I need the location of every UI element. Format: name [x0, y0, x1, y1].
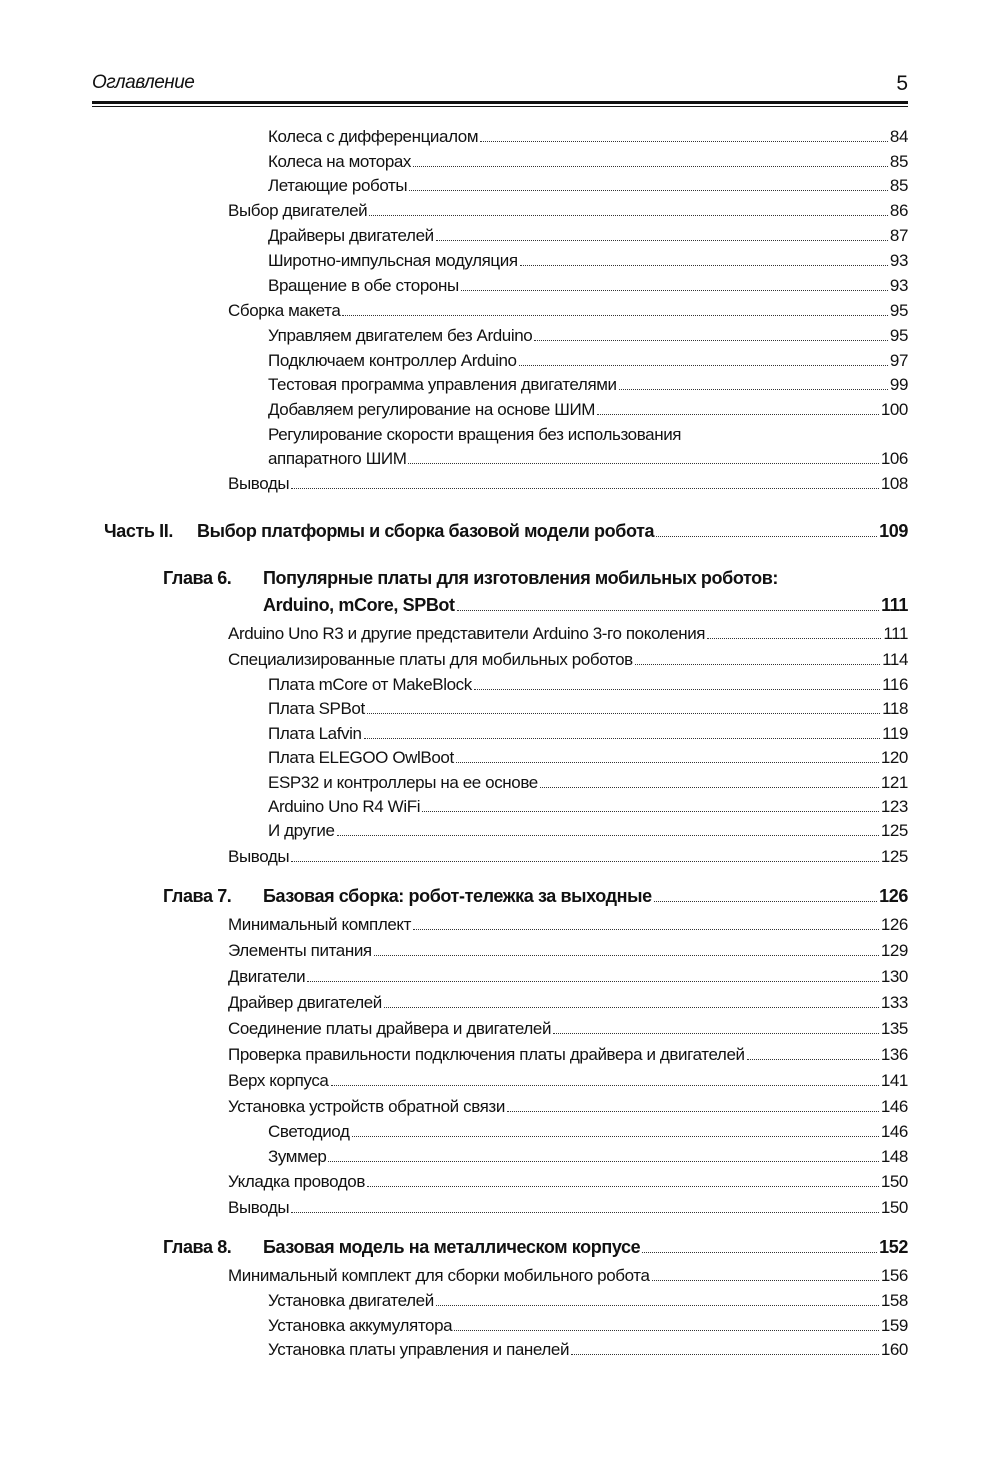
entry-title: Колеса с дифференциалом — [268, 127, 479, 146]
toc-entry — [268, 747, 908, 769]
toc-entry — [263, 594, 908, 616]
toc-entry — [228, 1096, 908, 1118]
leader-dots — [619, 389, 888, 390]
leader-dots — [461, 290, 888, 291]
entry-title: Плата SPBot — [268, 699, 365, 718]
leader-dots — [654, 901, 877, 902]
leader-dots — [747, 1059, 879, 1060]
leader-dots — [540, 787, 879, 788]
entry-title: Плата ELEGOO OwlBoot — [268, 748, 454, 767]
entry-page: 160 — [880, 1340, 908, 1359]
entry-page: 93 — [889, 251, 908, 270]
toc-entry — [228, 1171, 908, 1193]
toc-entry — [268, 698, 908, 720]
entry-title: Драйвер двигателей — [228, 993, 382, 1012]
entry-page: 125 — [880, 847, 908, 866]
entry-page: 109 — [879, 521, 908, 541]
entry-title: Выводы — [228, 847, 290, 866]
entry-title: Минимальный комплект — [228, 915, 412, 934]
entry-title: Вращение в обе стороны — [268, 276, 459, 295]
leader-dots — [413, 166, 888, 167]
entry-page: 85 — [889, 176, 908, 195]
leader-dots — [436, 1305, 879, 1306]
toc-entry — [268, 1146, 908, 1168]
entry-page: 135 — [880, 1019, 908, 1038]
toc-entry — [228, 623, 908, 645]
entry-page: 123 — [880, 797, 908, 816]
entry-page: 97 — [889, 351, 908, 370]
entry-page: 141 — [880, 1071, 908, 1090]
entry-title: Установка двигателей — [268, 1291, 434, 1310]
entry-title: Выбор двигателей — [228, 201, 368, 220]
entry-page: 119 — [882, 724, 908, 743]
leader-dots — [337, 835, 879, 836]
leader-dots — [436, 240, 888, 241]
leader-dots — [534, 340, 888, 341]
leader-dots — [307, 981, 879, 982]
toc-entry — [268, 723, 908, 745]
toc-entry — [263, 1236, 908, 1258]
toc-entry — [228, 846, 908, 868]
leader-dots — [457, 610, 880, 611]
toc-entry — [228, 200, 908, 222]
entry-title: Установка аккумулятора — [268, 1316, 453, 1335]
entry-page: 159 — [880, 1316, 908, 1335]
entry-page: 146 — [880, 1122, 908, 1141]
entry-title: И другие — [268, 821, 335, 840]
toc-entry — [268, 275, 908, 297]
toc-entry — [268, 225, 908, 247]
entry-title: Зуммер — [268, 1147, 327, 1166]
entry-page: 148 — [880, 1147, 908, 1166]
header-rule-thin — [92, 106, 908, 107]
page-number: 5 — [896, 72, 908, 95]
entry-label: Глава 7. — [163, 886, 232, 906]
leader-dots — [374, 955, 879, 956]
toc-entry — [197, 520, 908, 542]
entry-title: Колеса на моторах — [268, 152, 412, 171]
leader-dots — [369, 215, 888, 216]
entry-title: Добавляем регулирование на основе ШИМ — [268, 400, 596, 419]
entry-title: Плата Lafvin — [268, 724, 362, 743]
leader-dots — [652, 1280, 879, 1281]
toc-entry — [228, 649, 908, 671]
entry-page: 93 — [889, 276, 908, 295]
toc-entry — [228, 1197, 908, 1219]
leader-dots — [291, 488, 879, 489]
entry-title: Arduino Uno R4 WiFi — [268, 797, 421, 816]
entry-page: 126 — [880, 915, 908, 934]
entry-page: 136 — [880, 1045, 908, 1064]
leader-dots — [384, 1007, 879, 1008]
entry-title: Проверка правильности подключения платы драйвера и двигателей — [228, 1045, 745, 1064]
entry-title: Тестовая программа управления двигателями — [268, 375, 617, 394]
entry-title: Управляем двигателем без Arduino — [268, 326, 533, 345]
entry-page: 95 — [889, 326, 908, 345]
leader-dots — [656, 536, 877, 537]
toc-entry — [268, 820, 908, 842]
toc-entry — [228, 914, 908, 936]
leader-dots — [422, 811, 879, 812]
toc-entry — [228, 300, 908, 322]
entry-page: 114 — [882, 650, 908, 669]
toc-entry — [263, 885, 908, 907]
entry-title: Соединение платы драйвера и двигателей — [228, 1019, 552, 1038]
leader-dots — [328, 1161, 878, 1162]
toc-entry — [268, 350, 908, 372]
toc-entry — [268, 126, 908, 148]
toc-entry — [268, 175, 908, 197]
leader-dots — [707, 638, 881, 639]
toc-entry — [268, 1290, 908, 1312]
leader-dots — [454, 1330, 879, 1331]
entry-title: Выбор платформы и сборка базовой модели робота — [197, 521, 655, 541]
entry-title: Летающие роботы — [268, 176, 408, 195]
toc-entry — [228, 1070, 908, 1092]
entry-label: Глава 6. — [163, 568, 232, 588]
entry-title: Установка устройств обратной связи — [228, 1097, 505, 1116]
toc-entry — [268, 674, 908, 696]
toc-entry — [228, 473, 908, 495]
entry-title: Драйверы двигателей — [268, 226, 434, 245]
leader-dots — [553, 1033, 879, 1034]
leader-dots — [474, 689, 880, 690]
entry-page: 156 — [880, 1266, 908, 1285]
toc-entry — [228, 966, 908, 988]
entry-title: Верх корпуса — [228, 1071, 329, 1090]
toc-entry — [268, 325, 908, 347]
entry-title: Базовая модель на металлическом корпусе — [263, 1237, 641, 1257]
entry-title: Светодиод — [268, 1122, 350, 1141]
toc-entry — [228, 940, 908, 962]
entry-page: 108 — [880, 474, 908, 493]
entry-page: 118 — [882, 699, 908, 718]
entry-title: Arduino Uno R3 и другие представители Arduino 3-го поколения — [228, 624, 706, 643]
toc-entry — [228, 1018, 908, 1040]
header-rule-thick — [92, 101, 908, 104]
toc-entry — [268, 796, 908, 818]
toc-entry — [268, 1339, 908, 1361]
leader-dots — [507, 1111, 879, 1112]
toc-entry — [268, 772, 908, 794]
entry-title: Минимальный комплект для сборки мобильного робота — [228, 1266, 650, 1285]
entry-page: 84 — [889, 127, 908, 146]
entry-page: 106 — [880, 449, 908, 468]
entry-title: Выводы — [228, 474, 290, 493]
entry-title: Выводы — [228, 1198, 290, 1217]
entry-title: Сборка макета — [228, 301, 341, 320]
entry-title: Плата mCore от MakeBlock — [268, 675, 472, 694]
entry-page: 87 — [889, 226, 908, 245]
leader-dots — [597, 414, 879, 415]
entry-title: Базовая сборка: робот-тележка за выходные — [263, 886, 652, 906]
entry-label: Глава 8. — [163, 1237, 232, 1257]
entry-page: 150 — [880, 1198, 908, 1217]
leader-dots — [409, 190, 888, 191]
entry-page: 130 — [880, 967, 908, 986]
entry-page: 126 — [879, 886, 908, 906]
entry-page: 133 — [880, 993, 908, 1012]
leader-dots — [413, 929, 879, 930]
entry-title: Укладка проводов — [228, 1172, 365, 1191]
entry-title: Популярные платы для изготовления мобильных роботов: — [263, 568, 779, 588]
entry-title: Регулирование скорости вращения без использования — [268, 425, 682, 444]
entry-title: Широтно-импульсная модуляция — [268, 251, 518, 270]
toc-entry — [268, 1315, 908, 1337]
leader-dots — [456, 762, 879, 763]
toc-entry — [268, 448, 908, 470]
entry-page: 86 — [889, 201, 908, 220]
toc-entry — [268, 250, 908, 272]
entry-title: аппаратного ШИМ — [268, 449, 407, 468]
leader-dots — [635, 664, 880, 665]
entry-page: 158 — [880, 1291, 908, 1310]
header-title: Оглавление — [92, 72, 195, 93]
entry-page: 125 — [880, 821, 908, 840]
entry-page: 152 — [879, 1237, 908, 1257]
entry-page: 111 — [881, 595, 908, 615]
entry-title: Arduino, mCore, SPBot — [263, 595, 455, 615]
toc-entry — [268, 151, 908, 173]
leader-dots — [571, 1354, 879, 1355]
entry-page: 129 — [880, 941, 908, 960]
leader-dots — [480, 141, 888, 142]
leader-dots — [642, 1252, 877, 1253]
entry-title: Двигатели — [228, 967, 306, 986]
toc-entry — [228, 992, 908, 1014]
toc-entry — [268, 374, 908, 396]
leader-dots — [520, 265, 888, 266]
entry-label: Часть II. — [104, 521, 173, 541]
entry-page: 100 — [880, 400, 908, 419]
entry-title: Установка платы управления и панелей — [268, 1340, 570, 1359]
toc-entry — [268, 399, 908, 421]
entry-page: 85 — [889, 152, 908, 171]
entry-page: 111 — [883, 624, 908, 643]
entry-title: Подключаем контроллер Arduino — [268, 351, 517, 370]
leader-dots — [291, 1212, 879, 1213]
leader-dots — [367, 1186, 879, 1187]
leader-dots — [367, 713, 880, 714]
entry-page: 146 — [880, 1097, 908, 1116]
entry-page: 99 — [889, 375, 908, 394]
toc-entry — [268, 1121, 908, 1143]
leader-dots — [519, 365, 888, 366]
entry-title: ESP32 и контроллеры на ее основе — [268, 773, 538, 792]
entry-page: 116 — [882, 675, 908, 694]
entry-page: 120 — [880, 748, 908, 767]
leader-dots — [352, 1136, 879, 1137]
leader-dots — [331, 1085, 879, 1086]
leader-dots — [291, 861, 879, 862]
leader-dots — [364, 738, 881, 739]
entry-page: 121 — [880, 773, 908, 792]
entry-page: 150 — [880, 1172, 908, 1191]
entry-page: 95 — [889, 301, 908, 320]
toc-entry — [228, 1265, 908, 1287]
toc-entry — [228, 1044, 908, 1066]
leader-dots — [408, 463, 878, 464]
entry-title: Специализированные платы для мобильных роботов — [228, 650, 633, 669]
leader-dots — [342, 315, 887, 316]
entry-title: Элементы питания — [228, 941, 372, 960]
